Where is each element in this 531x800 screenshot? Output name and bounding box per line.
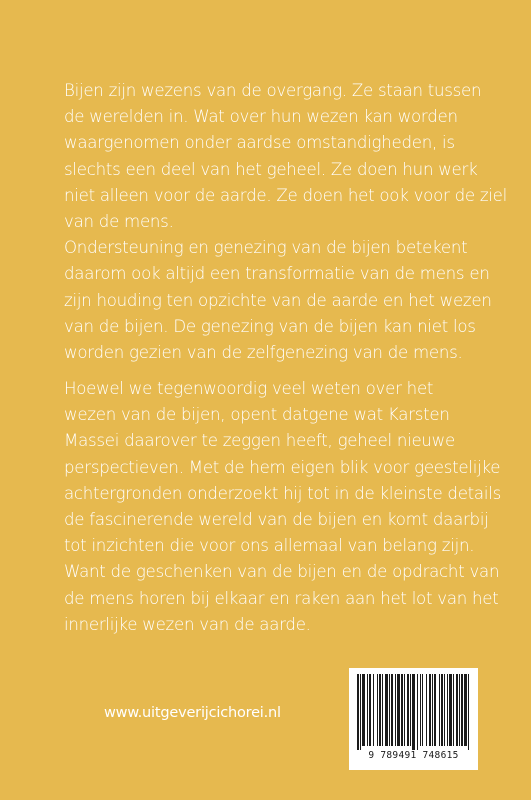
blurb-line: innerlijke wezen van de aarde.: [64, 614, 311, 634]
isbn-barcode: [349, 668, 478, 770]
barcode-bar: [404, 674, 405, 746]
barcode-bar: [439, 674, 440, 746]
blurb-line: Bijen zijn wezens van de overgang. Ze staan tussen: [64, 81, 482, 100]
barcode-bar: [357, 674, 359, 750]
barcode-bar: [377, 674, 378, 746]
barcode-bar: [422, 674, 423, 746]
barcode-bar: [367, 674, 368, 746]
barcode-bar: [397, 674, 400, 746]
barcode-bar: [441, 674, 443, 746]
barcode-bar: [426, 674, 427, 746]
blurb-line: Ondersteuning en genezing van de bijen betekent: [64, 238, 468, 258]
barcode-bar: [447, 674, 448, 746]
barcode-bar: [456, 674, 458, 746]
barcode-bar: [362, 674, 365, 746]
blurb-line: daarom ook altijd een transformatie van de mens en: [64, 264, 490, 284]
blurb-line: worden gezien van de zelfgenezing van de mens.: [64, 343, 463, 363]
blurb-line: wezen van de bijen, opent datgene wat Karsten: [64, 405, 450, 425]
blurb-line: niet alleen voor de aarde. Ze doen het ook voor de ziel: [64, 185, 507, 205]
blurb-paragraph-1: [64, 78, 507, 366]
barcode-bar: [461, 674, 463, 746]
blurb-line: perspectieven. Met de hem eigen blik voor geestelijke: [64, 457, 501, 477]
publisher-website: www.uitgeverijcichorei.nl: [104, 705, 281, 721]
barcode-bar: [391, 674, 393, 746]
barcode-bar: [389, 674, 390, 746]
barcode-bar: [360, 674, 361, 750]
blurb-line: van de mens.: [64, 212, 174, 232]
barcode-bar: [385, 674, 388, 746]
blurb-line: slechts een deel van het geheel. Ze doen hun werk: [64, 159, 478, 179]
barcode-bar: [429, 674, 431, 746]
barcode-bar: [410, 674, 411, 746]
blurb-line: Massei daarover te zeggen heeft, geheel nieuwe: [64, 431, 455, 451]
blurb-line: de fascinerende wereld van de bijen en komt daarbij: [64, 510, 489, 530]
blurb-paragraph-2: [64, 376, 504, 638]
barcode-bar: [444, 674, 445, 746]
barcode-bar: [412, 674, 415, 750]
barcode-bar: [468, 674, 469, 750]
blurb-line: de mens horen bij elkaar en raken aan het lot van het: [64, 588, 499, 608]
barcode-bar: [382, 674, 383, 746]
isbn-digits: 9 789491 748615: [368, 750, 459, 761]
barcode-bar: [453, 674, 454, 746]
barcode-bar: [464, 674, 467, 746]
barcode-bar: [401, 674, 403, 746]
barcode-bar: [417, 674, 418, 750]
barcode-bar: [395, 674, 396, 746]
barcode-bar: [459, 674, 460, 746]
blurb-line: Want de geschenken van de bijen en de opdracht van: [64, 562, 500, 582]
blurb-line: tot inzichten die voor ons allemaal van belang zijn.: [64, 536, 475, 556]
blurb-line: waargenomen onder aardse omstandigheden, is: [64, 133, 455, 153]
blurb-line: zijn houding ten opzichte van de aarde en het wezen: [64, 290, 492, 310]
barcode-bar: [373, 674, 374, 746]
barcode-bar: [449, 674, 452, 746]
blurb-line: achtergronden onderzoekt hij tot in de kleinste details: [64, 483, 501, 503]
barcode-bar: [434, 674, 436, 746]
blurb-line: de werelden in. Wat over hun wezen kan worden: [64, 107, 458, 127]
blurb-line: van de bijen. De genezing van de bijen kan niet los: [64, 316, 476, 336]
blurb-line: Hoewel we tegenwoordig veel weten over het: [64, 379, 434, 398]
barcode-bar: [379, 674, 381, 746]
barcode-bar: [407, 674, 409, 746]
barcode-bar: [420, 674, 421, 746]
barcode-bar: [432, 674, 433, 746]
barcode-bar: [369, 674, 371, 746]
